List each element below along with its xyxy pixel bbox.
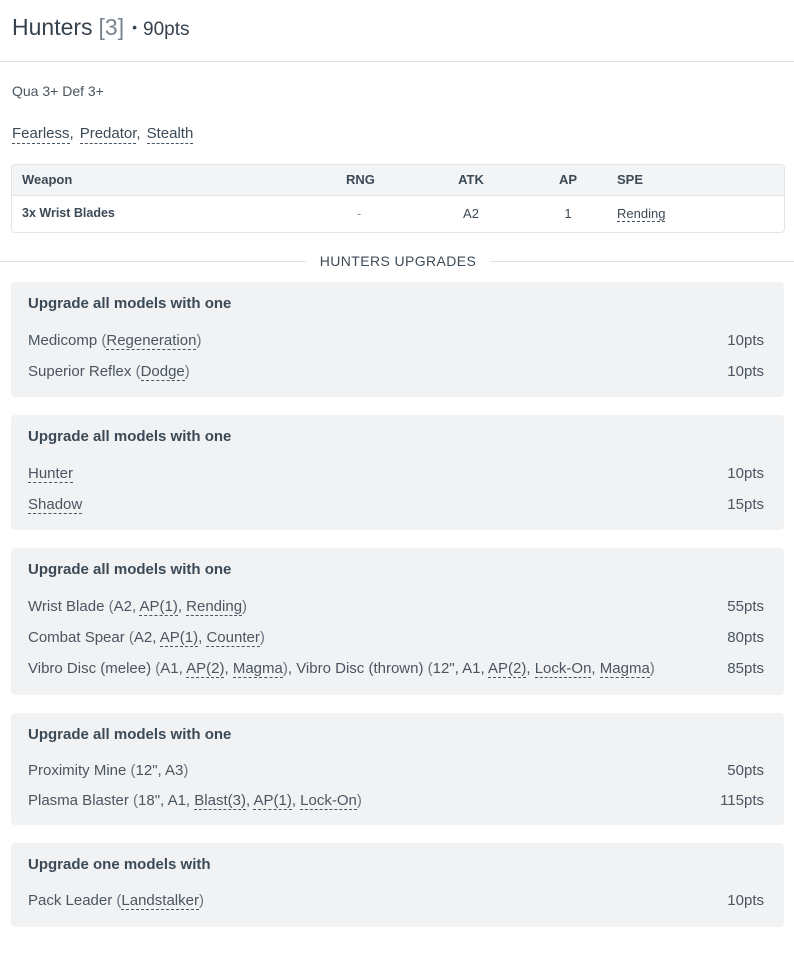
option-name: Proximity Mine (28, 762, 127, 779)
upgrade-group (11, 282, 784, 397)
rule-ap[interactable]: AP(1) (253, 792, 292, 809)
upgrade-option[interactable]: Wrist Blade (A2, AP(1), Rending) 55pts (28, 598, 764, 615)
option-points: 10pts (727, 363, 764, 380)
title-bullet: • (132, 19, 138, 35)
weapon-ap: 1 (564, 206, 572, 221)
rule-regeneration[interactable]: Regeneration (106, 332, 197, 349)
rule-stealth[interactable]: Stealth (146, 125, 194, 142)
header-rng: RNG (346, 172, 375, 187)
rule-shadow[interactable]: Shadow (28, 496, 83, 513)
option-stat: A1 (160, 660, 179, 677)
rule-magma[interactable]: Magma (599, 660, 650, 677)
option-name: Superior Reflex (28, 363, 132, 380)
option-stat: A2 (133, 629, 153, 646)
divider (490, 261, 794, 262)
unit-title (12, 14, 190, 41)
weapons-table (11, 164, 785, 233)
upgrade-group (11, 415, 784, 530)
upgrade-group (11, 713, 784, 825)
comma-separator: , (69, 125, 74, 142)
rule-fearless[interactable]: Fearless (12, 125, 70, 142)
rule-blast[interactable]: Blast(3) (194, 792, 246, 809)
rule-ap[interactable]: AP(2) (488, 660, 527, 677)
option-name: Vibro Disc (thrown) (296, 660, 424, 677)
divider (0, 261, 306, 262)
unit-name: Hunters (12, 14, 93, 40)
unit-size: [3] (98, 14, 125, 40)
header-atk: ATK (458, 172, 484, 187)
upgrade-option[interactable] (28, 496, 764, 518)
weapon-special (617, 196, 665, 231)
option-points: 50pts (727, 762, 764, 779)
header-spe: SPE (617, 172, 644, 187)
option-stat: A2 (113, 598, 132, 615)
option-name: Plasma Blaster (28, 792, 129, 809)
option-points: 10pts (727, 892, 764, 909)
upgrade-group (11, 548, 784, 695)
rule-rending[interactable]: Rending (617, 206, 666, 221)
upgrade-option[interactable]: Proximity Mine (12", A3) 50pts (28, 762, 764, 779)
upgrade-group (11, 843, 784, 927)
rule-landstalker[interactable]: Landstalker (121, 892, 199, 909)
upgrade-option[interactable]: Plasma Blaster (18", A1, Blast(3), AP(1), Lock-On) 115pts (28, 792, 764, 809)
rule-magma[interactable]: Magma (232, 660, 283, 677)
upgrade-option[interactable]: Superior Reflex (Dodge) 10pts (28, 363, 764, 380)
weapons-table-header (12, 165, 784, 196)
upgrade-group-title: Upgrade all models with one (28, 428, 232, 445)
header-weapon: Weapon (22, 172, 73, 187)
upgrade-option[interactable] (28, 465, 764, 487)
upgrade-group-title: Upgrade all models with one (28, 295, 232, 312)
upgrade-option[interactable]: Combat Spear (A2, AP(1), Counter) 80pts (28, 629, 764, 646)
weapon-name: 3x Wrist Blades (22, 206, 115, 220)
option-name: Wrist Blade (28, 598, 105, 615)
upgrade-group-title: Upgrade one models with (28, 856, 211, 873)
upgrade-group-title: Upgrade all models with one (28, 726, 232, 743)
option-points: 15pts (727, 496, 764, 513)
upgrade-option[interactable]: Pack Leader (Landstalker) 10pts (28, 892, 764, 909)
upgrades-section-heading (0, 252, 794, 272)
option-points: 80pts (727, 629, 764, 646)
weapon-attacks: A2 (463, 206, 479, 221)
option-name: Pack Leader (28, 892, 113, 909)
table-row (12, 196, 784, 232)
upgrade-group-title: Upgrade all models with one (28, 561, 232, 578)
option-stat: 12", A3 (135, 762, 184, 779)
weapon-range: - (356, 206, 362, 221)
rule-rending[interactable]: Rending (186, 598, 243, 615)
rule-counter[interactable]: Counter (206, 629, 260, 646)
rule-lock-on[interactable]: Lock-On (300, 792, 357, 809)
special-rules-list (12, 125, 193, 142)
unit-header (0, 0, 794, 62)
option-stat: 12", A1 (432, 660, 481, 677)
unit-points: 90pts (143, 19, 190, 40)
option-points: 85pts (727, 660, 764, 677)
option-name: Combat Spear (28, 629, 125, 646)
option-name: Vibro Disc (melee) (28, 660, 152, 677)
rule-ap[interactable]: AP(1) (159, 629, 199, 646)
rule-ap[interactable]: AP(2) (186, 660, 225, 677)
rule-dodge[interactable]: Dodge (140, 363, 185, 380)
option-points: 55pts (727, 598, 764, 615)
option-stat: 18", A1 (138, 792, 186, 809)
upgrade-option[interactable]: Medicomp (Regeneration) 10pts (28, 332, 764, 349)
rule-hunter[interactable]: Hunter (28, 465, 74, 482)
option-points: 10pts (727, 332, 764, 349)
unit-stats: Qua 3+ Def 3+ (12, 83, 104, 99)
option-points: 10pts (727, 465, 764, 482)
rule-predator[interactable]: Predator (79, 125, 137, 142)
upgrade-option[interactable]: Vibro Disc (melee) (A1, AP(2), Magma), Vibro Disc (thrown) (12", A1, AP(2), Lock-On, Magma) 85pts (28, 660, 764, 677)
rule-ap[interactable]: AP(1) (139, 598, 178, 615)
header-ap: AP (558, 172, 578, 187)
upgrades-heading: HUNTERS UPGRADES (319, 253, 477, 269)
rule-lock-on[interactable]: Lock-On (534, 660, 592, 677)
comma-separator: , (136, 125, 141, 142)
option-name: Medicomp (28, 332, 98, 349)
option-points: 115pts (720, 792, 764, 809)
